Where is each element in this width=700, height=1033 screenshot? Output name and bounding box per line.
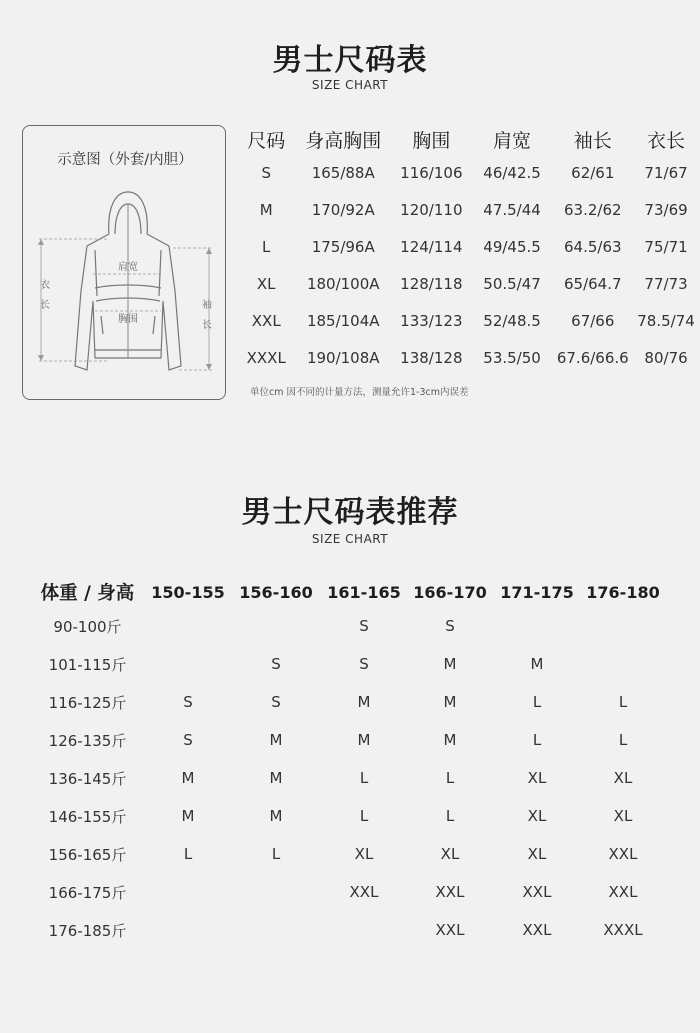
size-cell: M bbox=[357, 693, 371, 711]
weight-cell: 101-115斤 bbox=[48, 655, 127, 674]
size-measurement-table bbox=[238, 124, 700, 376]
size-cell bbox=[581, 645, 665, 683]
table-cell: 80/76 bbox=[644, 348, 688, 367]
size-cell: L bbox=[532, 693, 542, 711]
body-length-label-2: 长 bbox=[40, 300, 50, 311]
table-row bbox=[30, 835, 665, 873]
size-cell: XL bbox=[527, 807, 547, 825]
size-cell bbox=[145, 911, 231, 949]
table-cell: 52/48.5 bbox=[483, 311, 541, 330]
table-cell: 63.2/62 bbox=[564, 200, 622, 219]
table-cell: XXL bbox=[251, 311, 281, 330]
size-cell: M bbox=[269, 807, 283, 825]
size-cell bbox=[231, 911, 321, 949]
weight-cell: 156-165斤 bbox=[48, 845, 127, 864]
size-cell bbox=[581, 607, 665, 645]
height-header: 166-170 bbox=[413, 582, 487, 602]
size-cell: M bbox=[530, 655, 544, 673]
table-row bbox=[238, 154, 700, 191]
table-row bbox=[30, 607, 665, 645]
height-header: 150-155 bbox=[151, 582, 225, 602]
size-cell: L bbox=[359, 769, 369, 787]
weight-cell: 176-185斤 bbox=[48, 921, 127, 940]
table-cell: 138/128 bbox=[400, 348, 463, 367]
table-cell: 62/61 bbox=[571, 163, 615, 182]
table-header-row bbox=[30, 577, 665, 607]
size-cell: XL bbox=[613, 807, 633, 825]
table-cell: 49/45.5 bbox=[483, 237, 541, 256]
size-cell: S bbox=[271, 655, 281, 673]
size-cell: L bbox=[445, 807, 455, 825]
size-cell bbox=[321, 911, 407, 949]
size-cell: XXL bbox=[522, 921, 552, 939]
size-cell: L bbox=[359, 807, 369, 825]
table-cell: 190/108A bbox=[306, 348, 380, 367]
size-cell: M bbox=[269, 769, 283, 787]
table-cell: 71/67 bbox=[644, 163, 688, 182]
column-header: 胸围 bbox=[412, 129, 451, 152]
table-cell: 65/64.7 bbox=[564, 274, 622, 293]
column-header: 尺码 bbox=[247, 129, 286, 152]
column-header: 衣长 bbox=[647, 129, 686, 152]
table-cell: 170/92A bbox=[311, 200, 375, 219]
size-chart-title: 男士尺码表 bbox=[272, 43, 428, 78]
size-cell: L bbox=[183, 845, 193, 863]
table-cell: 165/88A bbox=[311, 163, 375, 182]
column-header: 袖长 bbox=[573, 129, 612, 152]
size-cell: S bbox=[359, 655, 369, 673]
jacket-outline-icon bbox=[23, 126, 227, 401]
table-row bbox=[238, 339, 700, 376]
size-cell: M bbox=[443, 693, 457, 711]
size-chart-subtitle: SIZE CHART bbox=[311, 78, 389, 92]
table-cell: 73/69 bbox=[644, 200, 688, 219]
table-cell: 175/96A bbox=[311, 237, 375, 256]
column-header: 肩宽 bbox=[493, 129, 532, 152]
table-row bbox=[30, 721, 665, 759]
size-cell: XL bbox=[527, 769, 547, 787]
size-cell: XL bbox=[613, 769, 633, 787]
table-cell: S bbox=[261, 163, 271, 182]
corner-header: 体重 / 身高 bbox=[40, 583, 135, 604]
size-cell: L bbox=[271, 845, 281, 863]
table-row bbox=[30, 759, 665, 797]
size-cell: M bbox=[443, 655, 457, 673]
table-cell: 67.6/66.6 bbox=[556, 348, 629, 367]
size-cell: XL bbox=[354, 845, 374, 863]
size-cell: XXL bbox=[608, 883, 638, 901]
size-cell: XXL bbox=[522, 883, 552, 901]
table-row bbox=[238, 265, 700, 302]
size-cell: L bbox=[532, 731, 542, 749]
weight-cell: 136-145斤 bbox=[48, 769, 127, 788]
size-cell: XL bbox=[440, 845, 460, 863]
size-cell: L bbox=[618, 693, 628, 711]
body-length-label-1: 衣 bbox=[40, 280, 50, 291]
size-cell bbox=[231, 873, 321, 911]
table-cell: 47.5/44 bbox=[483, 200, 541, 219]
size-cell bbox=[145, 607, 231, 645]
size-cell: M bbox=[269, 731, 283, 749]
table-cell: 128/118 bbox=[400, 274, 463, 293]
table-row bbox=[238, 228, 700, 265]
table-row bbox=[30, 797, 665, 835]
size-cell: XXL bbox=[608, 845, 638, 863]
weight-cell: 166-175斤 bbox=[48, 883, 127, 902]
size-cell: XXL bbox=[349, 883, 379, 901]
height-header: 156-160 bbox=[239, 582, 313, 602]
table-cell: 53.5/50 bbox=[483, 348, 541, 367]
sleeve-length-label-1: 袖 bbox=[202, 300, 212, 311]
column-header: 身高胸围 bbox=[305, 129, 382, 152]
height-header: 161-165 bbox=[327, 582, 401, 602]
height-header: 176-180 bbox=[586, 582, 660, 602]
table-cell: XL bbox=[256, 274, 276, 293]
height-header: 171-175 bbox=[500, 582, 574, 602]
size-cell bbox=[145, 873, 231, 911]
table-cell: 77/73 bbox=[644, 274, 688, 293]
table-cell: 116/106 bbox=[400, 163, 463, 182]
size-cell bbox=[145, 645, 231, 683]
weight-cell: 116-125斤 bbox=[48, 693, 127, 712]
table-cell: 75/71 bbox=[644, 237, 688, 256]
table-cell: M bbox=[259, 200, 273, 219]
recommendation-title: 男士尺码表推荐 bbox=[241, 495, 459, 530]
table-cell: 78.5/74 bbox=[637, 311, 695, 330]
sleeve-length-label-2: 长 bbox=[202, 320, 212, 331]
shoulder-label: 肩宽 bbox=[118, 262, 138, 273]
size-recommendation-table bbox=[30, 577, 665, 949]
size-cell bbox=[493, 607, 581, 645]
size-cell: XXL bbox=[435, 883, 465, 901]
table-row bbox=[30, 683, 665, 721]
size-cell: L bbox=[618, 731, 628, 749]
weight-cell: 126-135斤 bbox=[48, 731, 127, 750]
table-header-row bbox=[238, 124, 700, 154]
table-row bbox=[238, 302, 700, 339]
size-cell: S bbox=[183, 731, 193, 749]
table-cell: XXXL bbox=[246, 348, 286, 367]
size-cell: S bbox=[183, 693, 193, 711]
table-cell: 50.5/47 bbox=[483, 274, 541, 293]
recommendation-subtitle: SIZE CHART bbox=[311, 532, 389, 546]
table-row bbox=[30, 645, 665, 683]
table-row bbox=[30, 911, 665, 949]
table-cell: 180/100A bbox=[306, 274, 380, 293]
measurement-note: 单位cm 因不同的计量方法，测量允许1-3cm内误差 bbox=[250, 387, 469, 398]
size-cell: S bbox=[445, 617, 455, 635]
size-cell: L bbox=[445, 769, 455, 787]
table-row bbox=[30, 873, 665, 911]
table-cell: L bbox=[262, 237, 271, 256]
table-cell: 124/114 bbox=[400, 237, 463, 256]
size-cell: XXL bbox=[435, 921, 465, 939]
table-cell: 185/104A bbox=[306, 311, 380, 330]
table-cell: 64.5/63 bbox=[564, 237, 622, 256]
size-cell: M bbox=[181, 807, 195, 825]
table-row bbox=[238, 191, 700, 228]
weight-cell: 90-100斤 bbox=[53, 617, 122, 636]
weight-cell: 146-155斤 bbox=[48, 807, 127, 826]
size-cell: XL bbox=[527, 845, 547, 863]
size-cell: M bbox=[357, 731, 371, 749]
size-cell: M bbox=[181, 769, 195, 787]
chest-label: 胸围 bbox=[118, 314, 138, 325]
size-cell bbox=[231, 607, 321, 645]
jacket-diagram-panel bbox=[22, 125, 226, 400]
table-cell: 133/123 bbox=[400, 311, 463, 330]
table-cell: 67/66 bbox=[571, 311, 615, 330]
size-cell: M bbox=[443, 731, 457, 749]
table-cell: 120/110 bbox=[400, 200, 463, 219]
table-cell: 46/42.5 bbox=[483, 163, 541, 182]
size-cell: S bbox=[359, 617, 369, 635]
diagram-label: 示意图（外套/内胆） bbox=[57, 152, 193, 168]
size-cell: S bbox=[271, 693, 281, 711]
size-cell: XXXL bbox=[603, 921, 643, 939]
